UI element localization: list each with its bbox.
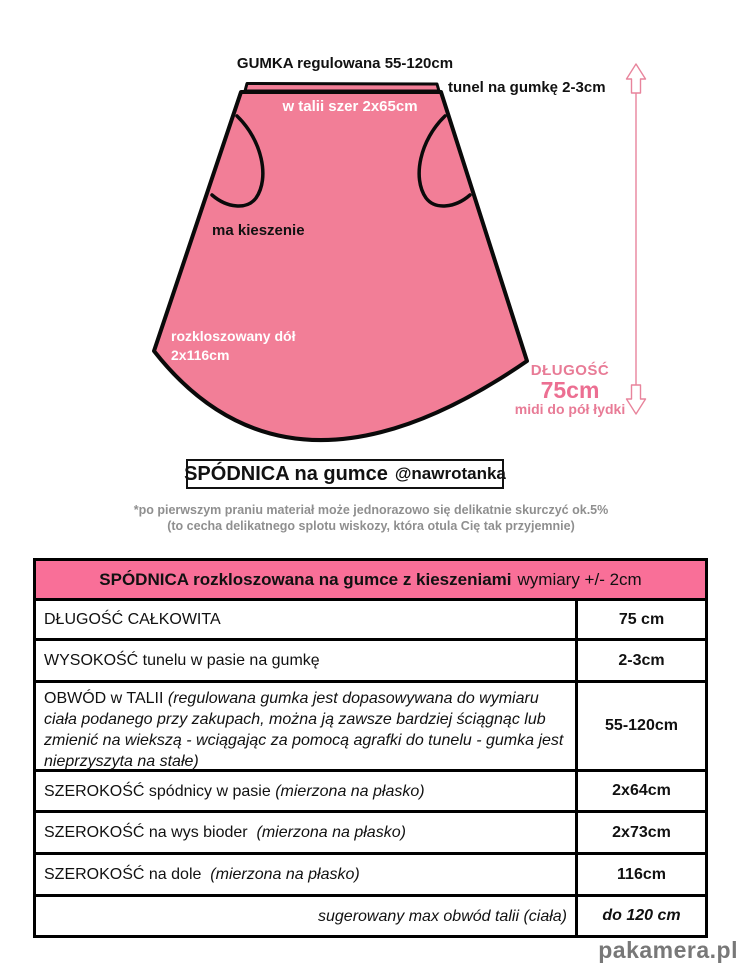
hem-annotation xyxy=(171,327,295,365)
row-label: SZEROKOŚĆ spódnicy w pasie xyxy=(44,782,271,800)
waist-width-annotation: w talii szer 2x65cm xyxy=(282,98,418,115)
hem-annotation-line1: rozkloszowany dół xyxy=(171,328,296,344)
table-header-tolerance: wymiary +/- 2cm xyxy=(517,569,642,589)
table-header-title: SPÓDNICA rozkloszowana na gumce z kieszeniami xyxy=(99,569,512,589)
skirt-body-shape xyxy=(154,92,527,440)
row-value: 2x73cm xyxy=(612,823,671,841)
measurements-table xyxy=(33,558,708,938)
row-value: 75 cm xyxy=(618,610,665,628)
shrinkage-footnote xyxy=(0,502,742,534)
row-label: SZEROKOŚĆ na dole xyxy=(44,866,202,883)
row-value: 55-120cm xyxy=(605,717,678,734)
length-annotation xyxy=(505,362,635,417)
pakamera-watermark: pakamera.pl xyxy=(598,937,738,963)
row-label: OBWÓD w TALII xyxy=(44,690,164,707)
pockets-annotation: ma kieszenie xyxy=(212,222,305,239)
hem-annotation-line2: 2x116cm xyxy=(171,347,230,363)
row-value: 2-3cm xyxy=(618,651,665,669)
table-row xyxy=(36,641,705,683)
footnote-line2: (to cecha delikatnego splotu wiskozy, która otula Cię tak przyjemnie) xyxy=(167,519,575,533)
row-note: (mierzona na płasko) xyxy=(275,782,425,800)
skirt-waistband-shape xyxy=(245,84,439,92)
caption-title: SPÓDNICA na gumce xyxy=(184,462,388,485)
row-label: SZEROKOŚĆ na wys bioder xyxy=(44,824,248,841)
footnote-line1: *po pierwszym praniu materiał może jednorazowo się delikatnie skurczyć ok.5% xyxy=(133,503,609,517)
table-row xyxy=(36,683,705,772)
elastic-annotation: GUMKA regulowana 55-120cm xyxy=(236,55,454,72)
caption-box xyxy=(186,459,504,489)
row-note: (mierzona na płasko) xyxy=(256,824,406,841)
row-label: WYSOKOŚĆ tunelu w pasie na gumkę xyxy=(44,652,320,669)
row-label: DŁUGOŚĆ CAŁKOWITA xyxy=(44,611,221,628)
row-note: sugerowany max obwód talii (ciała) xyxy=(318,907,567,925)
length-value: 75cm xyxy=(540,377,600,403)
table-row xyxy=(36,772,705,813)
row-value: 116cm xyxy=(617,865,666,883)
length-arrow-head-up-icon xyxy=(627,64,646,93)
caption-handle: @nawrotanka xyxy=(394,464,506,483)
tunnel-annotation: tunel na gumkę 2-3cm xyxy=(448,79,606,96)
row-note: (regulowana gumka jest dopasowywana do wymiaru ciała podanego przy zakupach, można ją zawsze bardziej ściągnąc lub zmienić na wiekszą - wciągając za pomocą agrafki do tunelu - gumka jest nieprzyszyta na stałe) xyxy=(44,690,564,770)
length-note: midi do pół łydki xyxy=(514,401,626,417)
row-value: do 120 cm xyxy=(602,907,681,924)
row-value: 2x64cm xyxy=(612,782,671,799)
table-row xyxy=(36,813,705,855)
length-title: DŁUGOŚĆ xyxy=(530,362,610,379)
table-row xyxy=(36,855,705,897)
table-header xyxy=(36,561,705,601)
row-note: (mierzona na płasko) xyxy=(210,866,360,883)
table-row xyxy=(36,897,705,935)
table-row xyxy=(36,601,705,641)
